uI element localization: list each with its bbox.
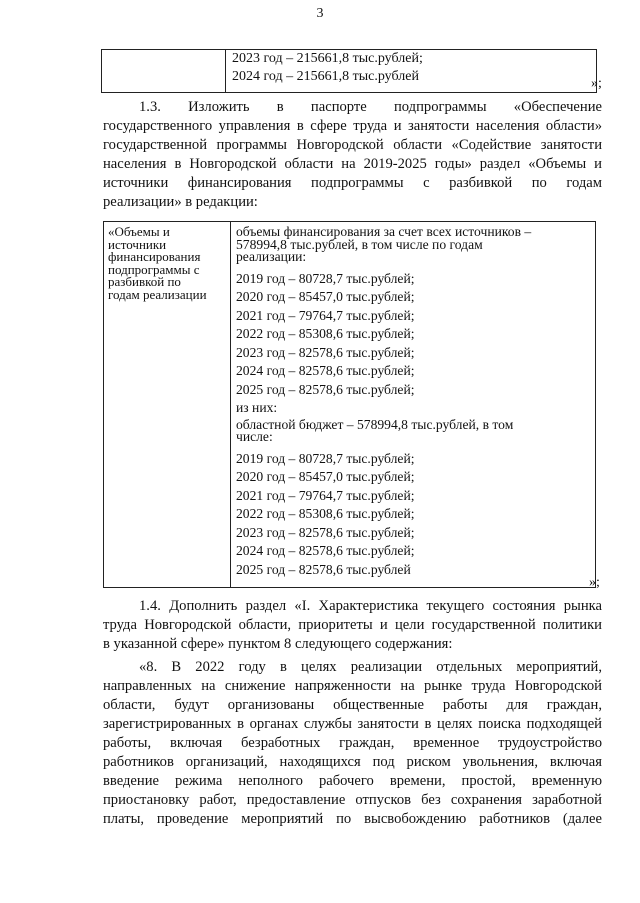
- year-line: 2020 год – 85457,0 тыс.рублей;: [236, 469, 415, 484]
- paragraph-line: государственного управления в сфере труда и занятости населения области»: [103, 118, 602, 134]
- funding-value-cell: [231, 222, 596, 588]
- year-line: 2023 год – 82578,6 тыс.рублей;: [236, 344, 415, 360]
- year-line: 2020 год – 85457,0 тыс.рублей;: [236, 289, 415, 304]
- paragraph-line: труда Новгородской области, приоритеты и цели государственной политики: [103, 617, 602, 633]
- regional-line: областной бюджет – 578994,8 тыс.рублей, в том: [236, 416, 514, 432]
- year-line: 2022 год – 85308,6 тыс.рублей;: [236, 506, 415, 521]
- intro-line: 578994,8 тыс.рублей, в том числе по годам: [236, 236, 483, 252]
- paragraph-line: зарегистрированных в органах службы занятости в целях поиска подходящей: [103, 716, 602, 732]
- year-line: 2025 год – 82578,6 тыс.рублей: [236, 561, 411, 577]
- year-line: 2021 год – 79764,7 тыс.рублей;: [236, 487, 415, 503]
- paragraph-line: области, будут организованы общественные работы для граждан,: [103, 697, 602, 713]
- intro-line: реализации:: [236, 249, 307, 264]
- paragraph-line: в указанной сфере» пунктом 8 следующего содержания:: [103, 636, 453, 652]
- paragraph-8: [103, 658, 602, 829]
- regional-line: числе:: [236, 429, 273, 444]
- paragraph-line: населения в Новгородской области на 2019-2025 годы» раздел «Объемы и: [103, 156, 602, 172]
- closing-quote: »;: [591, 76, 602, 91]
- paragraph-1-3: [103, 98, 602, 212]
- label-line: разбивкой по: [108, 274, 181, 289]
- year-line-2023: 2023 год – 215661,8 тыс.рублей;: [232, 51, 423, 66]
- year-line: 2019 год – 80728,7 тыс.рублей;: [236, 450, 415, 466]
- paragraph-line: источники финансирования подпрограммы с разбивкой по годам: [103, 175, 602, 191]
- label-line: «Объемы и: [108, 224, 170, 239]
- year-line: 2021 год – 79764,7 тыс.рублей;: [236, 307, 415, 323]
- value-cell: [226, 50, 597, 93]
- paragraph-line: «8. В 2022 году в целях реализации отдельных мероприятий,: [139, 659, 602, 675]
- page-number: 3: [316, 6, 324, 21]
- funding-table: [103, 221, 596, 588]
- of-them-label: из них:: [236, 400, 278, 415]
- paragraph-1-4: [103, 597, 602, 654]
- regional-budget-text: [231, 418, 595, 450]
- year-line: 2024 год – 82578,6 тыс.рублей;: [236, 363, 415, 378]
- year-line: 2025 год – 82578,6 тыс.рублей;: [236, 381, 415, 397]
- paragraph-line: работников организаций, находящихся под риском увольнения, включая: [103, 754, 602, 770]
- empty-label-cell: [102, 50, 226, 93]
- year-line: 2024 год – 82578,6 тыс.рублей;: [236, 543, 415, 558]
- intro-line: объемы финансирования за счет всех источников –: [236, 224, 532, 239]
- paragraph-line: государственной программы Новгородской области «Содействие занятости: [103, 137, 602, 153]
- label-line: финансирования: [108, 249, 201, 264]
- year-line: 2023 год – 82578,6 тыс.рублей;: [236, 524, 415, 540]
- label-line: источники: [108, 236, 167, 252]
- paragraph-line: направленных на снижение напряженности на рынке труда Новгородской: [103, 678, 602, 694]
- paragraph-line: работы, включая безработных граждан, временное трудоустройство: [103, 735, 602, 751]
- paragraph-line: реализации» в редакции:: [103, 194, 258, 210]
- funding-label-cell: [104, 222, 231, 588]
- year-line-2024: 2024 год – 215661,8 тыс.рублей: [232, 69, 419, 84]
- paragraph-line: платы, проведение мероприятий по высвобождению работников (далее: [103, 811, 602, 827]
- paragraph-line: введение режима неполного рабочего времени, простой, временную: [103, 773, 602, 789]
- closing-quote: »;: [589, 575, 600, 590]
- paragraph-line: приостановку работ, предоставление отпусков без сохранения заработной: [103, 792, 602, 808]
- paragraph-line: 1.3. Изложить в паспорте подпрограммы «Обеспечение: [139, 99, 602, 115]
- funding-table-continuation: [101, 49, 597, 93]
- label-line: годам реализации: [108, 286, 207, 302]
- label-line: подпрограммы с: [108, 261, 200, 277]
- intro-text: [231, 225, 595, 270]
- year-line: 2022 год – 85308,6 тыс.рублей;: [236, 326, 415, 341]
- year-line: 2019 год – 80728,7 тыс.рублей;: [236, 270, 415, 286]
- paragraph-line: 1.4. Дополнить раздел «I. Характеристика текущего состояния рынка: [139, 598, 602, 614]
